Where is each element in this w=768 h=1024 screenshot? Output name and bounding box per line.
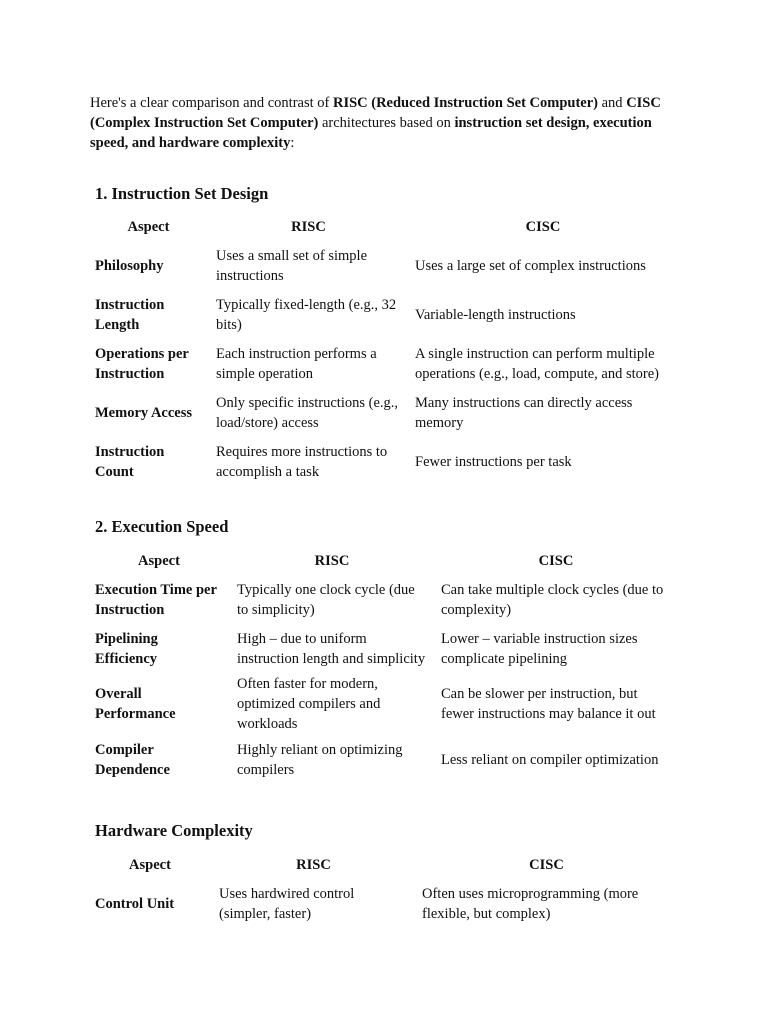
row-risc: Typically one clock cycle (due to simplicity) <box>237 581 415 618</box>
table-instruction-set-design <box>88 213 678 486</box>
row-aspect: Pipelining Efficiency <box>95 630 158 667</box>
row-risc: Often faster for modern, optimized compilers and workloads <box>237 676 381 732</box>
row-cisc: Can be slower per instruction, but fewer instructions may balance it out <box>441 686 656 722</box>
header-aspect: Aspect <box>129 857 171 873</box>
table-row <box>88 290 678 339</box>
table-row <box>88 388 678 437</box>
row-aspect: Operations per Instruction <box>95 345 189 382</box>
header-risc: RISC <box>291 219 326 235</box>
intro-risc-term: RISC (Reduced Instruction Set Computer) <box>332 95 598 111</box>
row-cisc: Many instructions can directly access memory <box>415 394 633 431</box>
row-risc: Uses a small set of simple instructions <box>216 247 368 284</box>
table-row <box>88 339 678 388</box>
row-cisc: Less reliant on compiler optimization <box>441 751 659 768</box>
table-header-row <box>88 213 678 241</box>
table-row <box>88 437 678 486</box>
table-hardware-complexity <box>88 851 678 928</box>
row-cisc: Uses a large set of complex instructions <box>415 257 646 274</box>
header-aspect: Aspect <box>138 553 180 569</box>
table-row <box>88 241 678 290</box>
header-aspect: Aspect <box>127 219 170 235</box>
row-aspect: Philosophy <box>95 257 164 274</box>
intro-text-2: and <box>598 95 627 111</box>
row-risc: High – due to uniform instruction length and simplicity <box>237 630 426 667</box>
row-cisc: Often uses microprogramming (more flexible, but complex) <box>422 885 639 922</box>
section-title-hardware-complexity: Hardware Complexity <box>95 821 253 840</box>
header-cisc: CISC <box>538 553 574 569</box>
section-title-instruction-set-design: 1. Instruction Set Design <box>95 184 269 203</box>
header-risc: RISC <box>314 553 350 569</box>
intro-text-1: Here's a clear comparison and contrast of <box>90 95 333 111</box>
row-aspect: Overall Performance <box>95 686 176 722</box>
row-aspect: Execution Time per Instruction <box>95 581 217 618</box>
row-cisc: Variable-length instructions <box>415 306 576 323</box>
table-row <box>88 575 678 624</box>
table-header-row <box>88 851 678 879</box>
row-aspect: Memory Access <box>95 404 193 421</box>
row-aspect: Instruction Count <box>95 443 165 480</box>
row-cisc: A single instruction can perform multiple operations (e.g., load, compute, and store) <box>415 345 660 382</box>
row-aspect: Control Unit <box>95 895 175 912</box>
row-risc-cell <box>230 624 434 673</box>
row-risc: Requires more instructions to accomplish a task <box>216 443 388 480</box>
intro-cisc-term: CISC (Complex Instruction Set Computer) <box>90 95 661 131</box>
row-risc: Typically fixed-length (e.g., 32 bits) <box>216 296 397 333</box>
row-aspect: Instruction Length <box>95 296 165 333</box>
table-row <box>88 735 678 784</box>
row-cisc: Lower – variable instruction sizes complicate pipelining <box>441 630 638 667</box>
table-header-row <box>88 547 678 575</box>
row-cisc: Fewer instructions per task <box>415 453 572 470</box>
header-cisc: CISC <box>529 857 564 873</box>
table-row <box>88 879 678 928</box>
header-cisc: CISC <box>525 219 561 235</box>
intro-criteria: instruction set design, execution speed, and hardware complexity <box>90 115 652 151</box>
row-risc: Each instruction performs a simple operation <box>216 345 377 382</box>
table-row <box>88 673 678 735</box>
section-title-execution-speed: 2. Execution Speed <box>95 517 229 536</box>
row-risc: Uses hardwired control (simpler, faster) <box>219 885 355 922</box>
table-execution-speed <box>88 547 678 784</box>
table-row <box>88 624 678 673</box>
header-risc: RISC <box>296 857 331 873</box>
row-cisc: Can take multiple clock cycles (due to complexity) <box>441 581 664 618</box>
row-risc: Only specific instructions (e.g., load/store) access <box>216 394 399 431</box>
intro-text-4: : <box>290 135 295 151</box>
intro-text-3: architectures based on <box>318 115 455 131</box>
intro-paragraph <box>90 93 670 153</box>
row-aspect: Compiler Dependence <box>95 741 170 778</box>
row-risc: Highly reliant on optimizing compilers <box>237 741 403 778</box>
